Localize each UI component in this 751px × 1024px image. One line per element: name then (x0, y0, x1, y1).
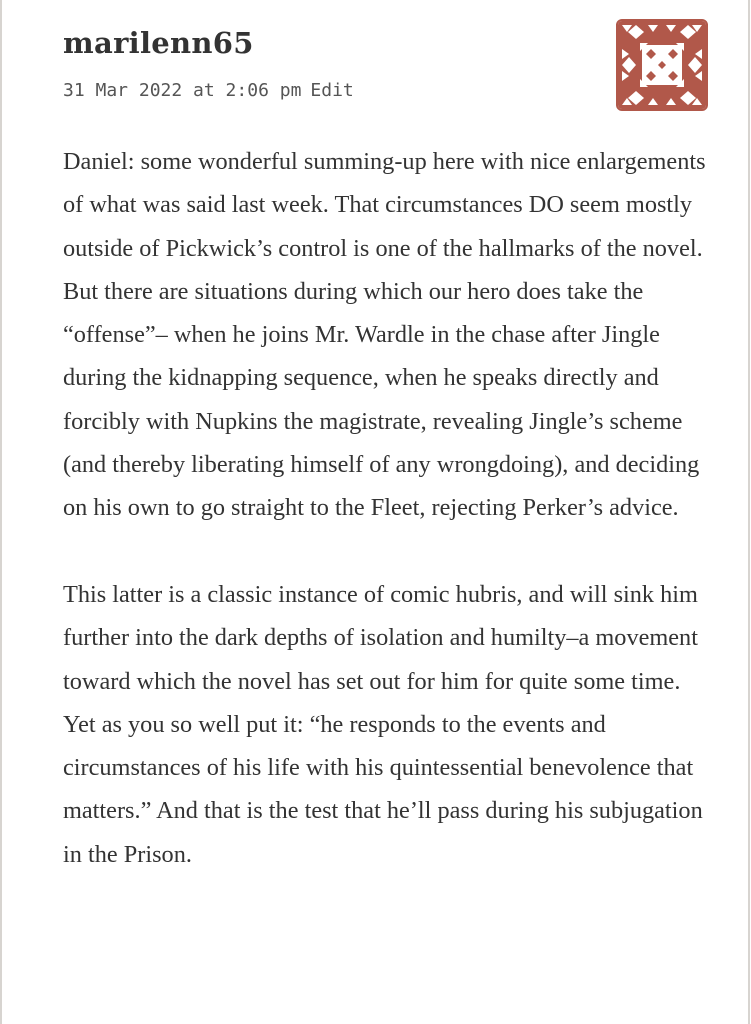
identicon-avatar-icon (616, 19, 708, 111)
comment-author[interactable]: marilenn65 (63, 26, 254, 60)
avatar-pattern (618, 21, 706, 109)
page-border-left (0, 0, 2, 1024)
comment (63, 0, 713, 1024)
comment-paragraph: Daniel: some wonderful summing-up here with nice enlargements of what was said last week. That circumstances DO seem mostly outside of Pickwick’s control is one of the hallmarks of the novel. But there are situations during which our hero does take the “offense”– when he joins Mr. Wardle in the chase after Jingle during the kidnapping sequence, when he speaks directly and forcibly with Nupkins the magistrate, revealing Jingle’s scheme (and thereby liberating himself of any wrongdoing), and deciding on his own to go straight to the Fleet, rejecting Perker’s advice. (63, 148, 706, 522)
edit-link[interactable]: Edit (310, 80, 354, 101)
page-border-right (748, 0, 750, 1024)
comment-meta (63, 80, 354, 101)
comment-body (63, 140, 713, 919)
comment-date[interactable]: 31 Mar 2022 at 2:06 pm (63, 80, 302, 101)
comment-paragraph: This latter is a classic instance of comic hubris, and will sink him further into the dark depths of isolation and humilty–a movement toward which the novel has set out for him for quite some time. Yet as you so well put it: “he responds to the events and circumstances of his life with his quintessential benevolence that matters.” And that is the test that he’ll pass during his subjugation in the Prison. (63, 580, 703, 868)
